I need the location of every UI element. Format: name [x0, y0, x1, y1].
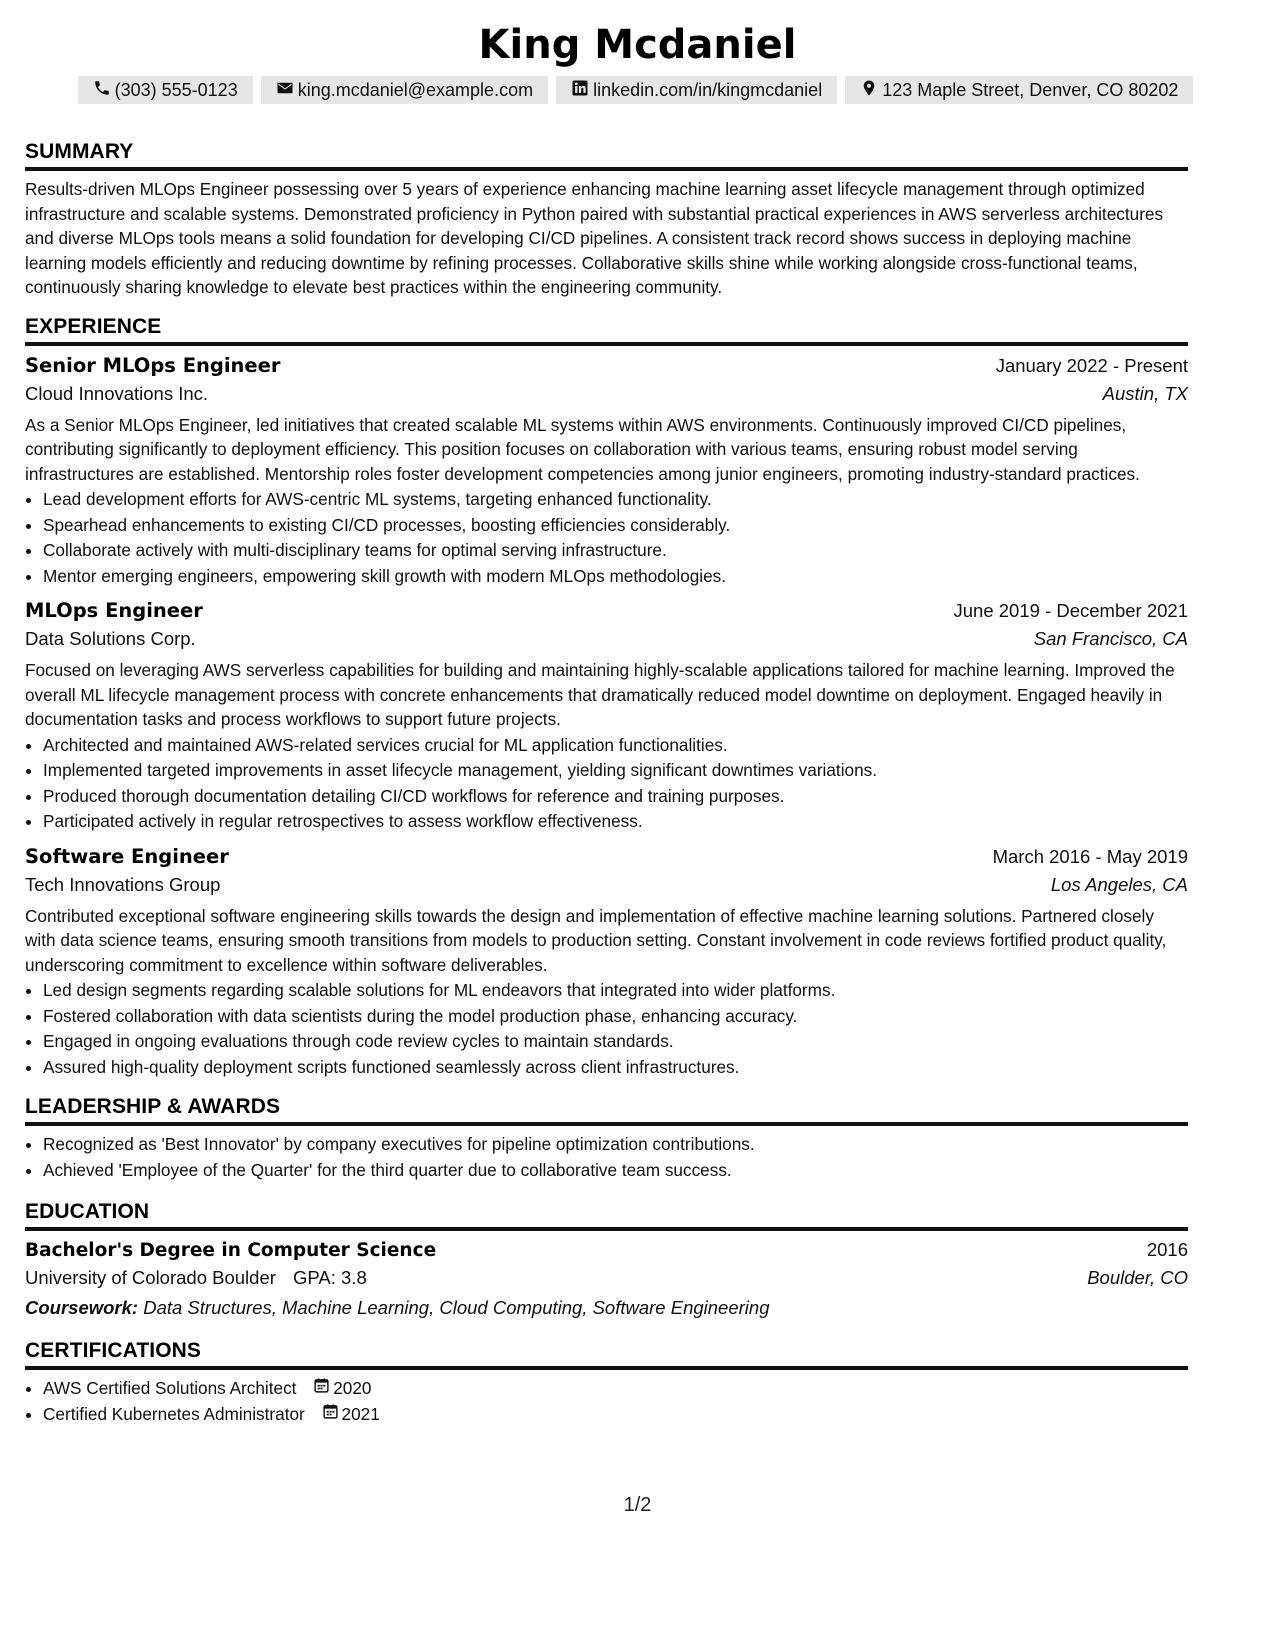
- certifications-heading: CERTIFICATIONS: [25, 1339, 1188, 1370]
- coursework-label: Coursework:: [25, 1297, 139, 1318]
- job-title: Senior MLOps Engineer: [25, 353, 281, 377]
- leadership-heading: LEADERSHIP & AWARDS: [25, 1095, 1188, 1126]
- list-item: • Achieved 'Employee of the Quarter' for the third quarter due to collaborative team success.: [43, 1158, 1188, 1184]
- map-pin-icon: [860, 79, 878, 102]
- list-item: [43, 1376, 1188, 1402]
- job-bullets: [25, 733, 1188, 835]
- gpa: GPA: 3.8: [293, 1267, 367, 1288]
- contact-bar: [21, 76, 1250, 104]
- cert-date: [322, 1402, 380, 1428]
- job-dates: January 2022 - Present: [995, 354, 1188, 376]
- calendar-icon: [313, 1376, 330, 1402]
- experience-section: [25, 315, 1188, 1081]
- phone-text: (303) 555-0123: [114, 79, 238, 100]
- phone-icon: [93, 79, 111, 102]
- coursework: [25, 1297, 1188, 1319]
- experience-heading: EXPERIENCE: [25, 315, 1188, 346]
- job-company: Cloud Innovations Inc.: [25, 382, 209, 404]
- certifications-list: [25, 1376, 1188, 1427]
- list-item: • Architected and maintained AWS-related services crucial for ML application functionalities.: [43, 733, 1188, 759]
- address-text: 123 Maple Street, Denver, CO 80202: [882, 79, 1179, 100]
- cert-year: 2021: [341, 1403, 380, 1424]
- calendar-icon: [322, 1402, 339, 1428]
- page-number: 1/2: [623, 1494, 652, 1516]
- job-entry: [25, 845, 1188, 1081]
- certifications-section: [25, 1339, 1188, 1427]
- list-item: • Collaborate actively with multi-disciplinary teams for optimal serving infrastructure.: [43, 538, 1188, 564]
- contact-address: [845, 76, 1193, 104]
- list-item: • Spearhead enhancements to existing CI/CD processes, boosting efficiencies considerably.: [43, 513, 1188, 539]
- degree-title: Bachelor's Degree in Computer Science: [25, 1240, 437, 1261]
- job-company: Data Solutions Corp.: [25, 628, 196, 649]
- list-item: • Implemented targeted improvements in asset lifecycle management, yielding significant downtimes variations.: [43, 758, 1188, 784]
- list-item: • Produced thorough documentation detailing CI/CD workflows for reference and training purposes.: [43, 784, 1188, 810]
- school-info: [25, 1267, 367, 1289]
- list-item: • Assured high-quality deployment scripts functioned seamlessly across client infrastructures.: [43, 1055, 1188, 1081]
- cert-date: [313, 1376, 371, 1402]
- summary-text: Results-driven MLOps Engineer possessing over 5 years of experience enhancing machine learning asset lifecycle management through optimized infrastructure and scalable systems. Demonstrated proficiency in Python paired with substantial practical experiences in AWS serverless architectures and diverse MLOps tools means a solid foundation for developing CI/CD pipelines. A consistent track record shows success in deploying machine learning models efficiently and reducing downtime by refining processes. Collaborative skills shine while working alongside cross-functional teams, continuously sharing knowledge to elevate best practices within the engineering community.: [25, 179, 1164, 297]
- cert-name: AWS Certified Solutions Architect: [43, 1378, 297, 1398]
- list-item: • Mentor emerging engineers, empowering skill growth with modern MLOps methodologies.: [43, 564, 1188, 590]
- job-bullets: [25, 978, 1188, 1080]
- job-title: Software Engineer: [25, 844, 229, 868]
- linkedin-text: linkedin.com/in/kingmcdaniel: [593, 79, 823, 100]
- school-name: University of Colorado Boulder: [25, 1267, 276, 1288]
- candidate-name: King Mcdaniel: [478, 22, 797, 68]
- job-entry: [25, 599, 1188, 835]
- job-location: San Francisco, CA: [1033, 628, 1188, 649]
- list-item: • Recognized as 'Best Innovator' by company executives for pipeline optimization contributions.: [43, 1132, 1188, 1158]
- summary-heading: SUMMARY: [25, 140, 1188, 171]
- list-item: • Fostered collaboration with data scientists during the model production phase, enhancing accuracy.: [43, 1004, 1188, 1030]
- summary-section: [25, 140, 1250, 300]
- education-heading: EDUCATION: [25, 1200, 1188, 1231]
- job-bullets: [25, 487, 1188, 589]
- job-description: Contributed exceptional software engineering skills towards the design and implementation of effective machine learning solutions. Partnered closely with data science teams, ensuring smooth transitions from models to production setting. Constant involvement in code reviews fortified product quality, underscoring commitment to excellence within software deliverables.: [25, 905, 1167, 975]
- list-item: [43, 1402, 1188, 1428]
- list-item: • Lead development efforts for AWS-centric ML systems, targeting enhanced functionality.: [43, 487, 1188, 513]
- job-description: As a Senior MLOps Engineer, led initiatives that created scalable ML systems within AWS environments. Continuously improved CI/CD pipelines, contributing significantly to deployment efficiency. This position focuses on collaboration with various teams, ensuring robust model serving infrastructures are established. Mentorship roles foster development competencies among junior engineers, promoting industry-standard practices.: [25, 414, 1140, 484]
- graduation-year: 2016: [1146, 1239, 1188, 1260]
- job-company: Tech Innovations Group: [25, 873, 221, 895]
- job-location: Los Angeles, CA: [1050, 873, 1188, 895]
- contact-phone: [78, 76, 253, 104]
- leadership-list: [25, 1132, 1188, 1183]
- linkedin-icon: [571, 79, 589, 102]
- contact-linkedin[interactable]: [556, 76, 837, 104]
- resume-page: [25, 0, 1250, 1427]
- leadership-section: [25, 1095, 1188, 1183]
- job-description: Focused on leveraging AWS serverless capabilities for building and maintaining highly-scalable applications tailored for machine learning. Improved the overall ML lifecycle management process with concrete enhancements that dramatically reduced model downtime on deployment. Engaged heavily in documentation tasks and process workflows to support future projects.: [25, 660, 1175, 729]
- contact-email[interactable]: [261, 76, 548, 104]
- job-dates: March 2016 - May 2019: [992, 845, 1188, 867]
- list-item: • Led design segments regarding scalable solutions for ML endeavors that integrated into wider platforms.: [43, 978, 1188, 1004]
- education-section: [25, 1200, 1188, 1319]
- email-text: king.mcdaniel@example.com: [297, 79, 534, 100]
- school-location: Boulder, CO: [1087, 1267, 1188, 1288]
- coursework-list: Data Structures, Machine Learning, Cloud Computing, Software Engineering: [143, 1297, 770, 1318]
- job-dates: June 2019 - December 2021: [953, 600, 1188, 621]
- list-item: • Participated actively in regular retrospectives to assess workflow effectiveness.: [43, 809, 1188, 835]
- job-title: MLOps Engineer: [25, 599, 203, 622]
- job-entry: [25, 354, 1188, 590]
- cert-name: Certified Kubernetes Administrator: [43, 1403, 305, 1424]
- cert-year: 2020: [333, 1378, 372, 1398]
- list-item: • Engaged in ongoing evaluations through code review cycles to maintain standards.: [43, 1029, 1188, 1055]
- job-location: Austin, TX: [1102, 382, 1188, 404]
- envelope-icon: [276, 79, 294, 102]
